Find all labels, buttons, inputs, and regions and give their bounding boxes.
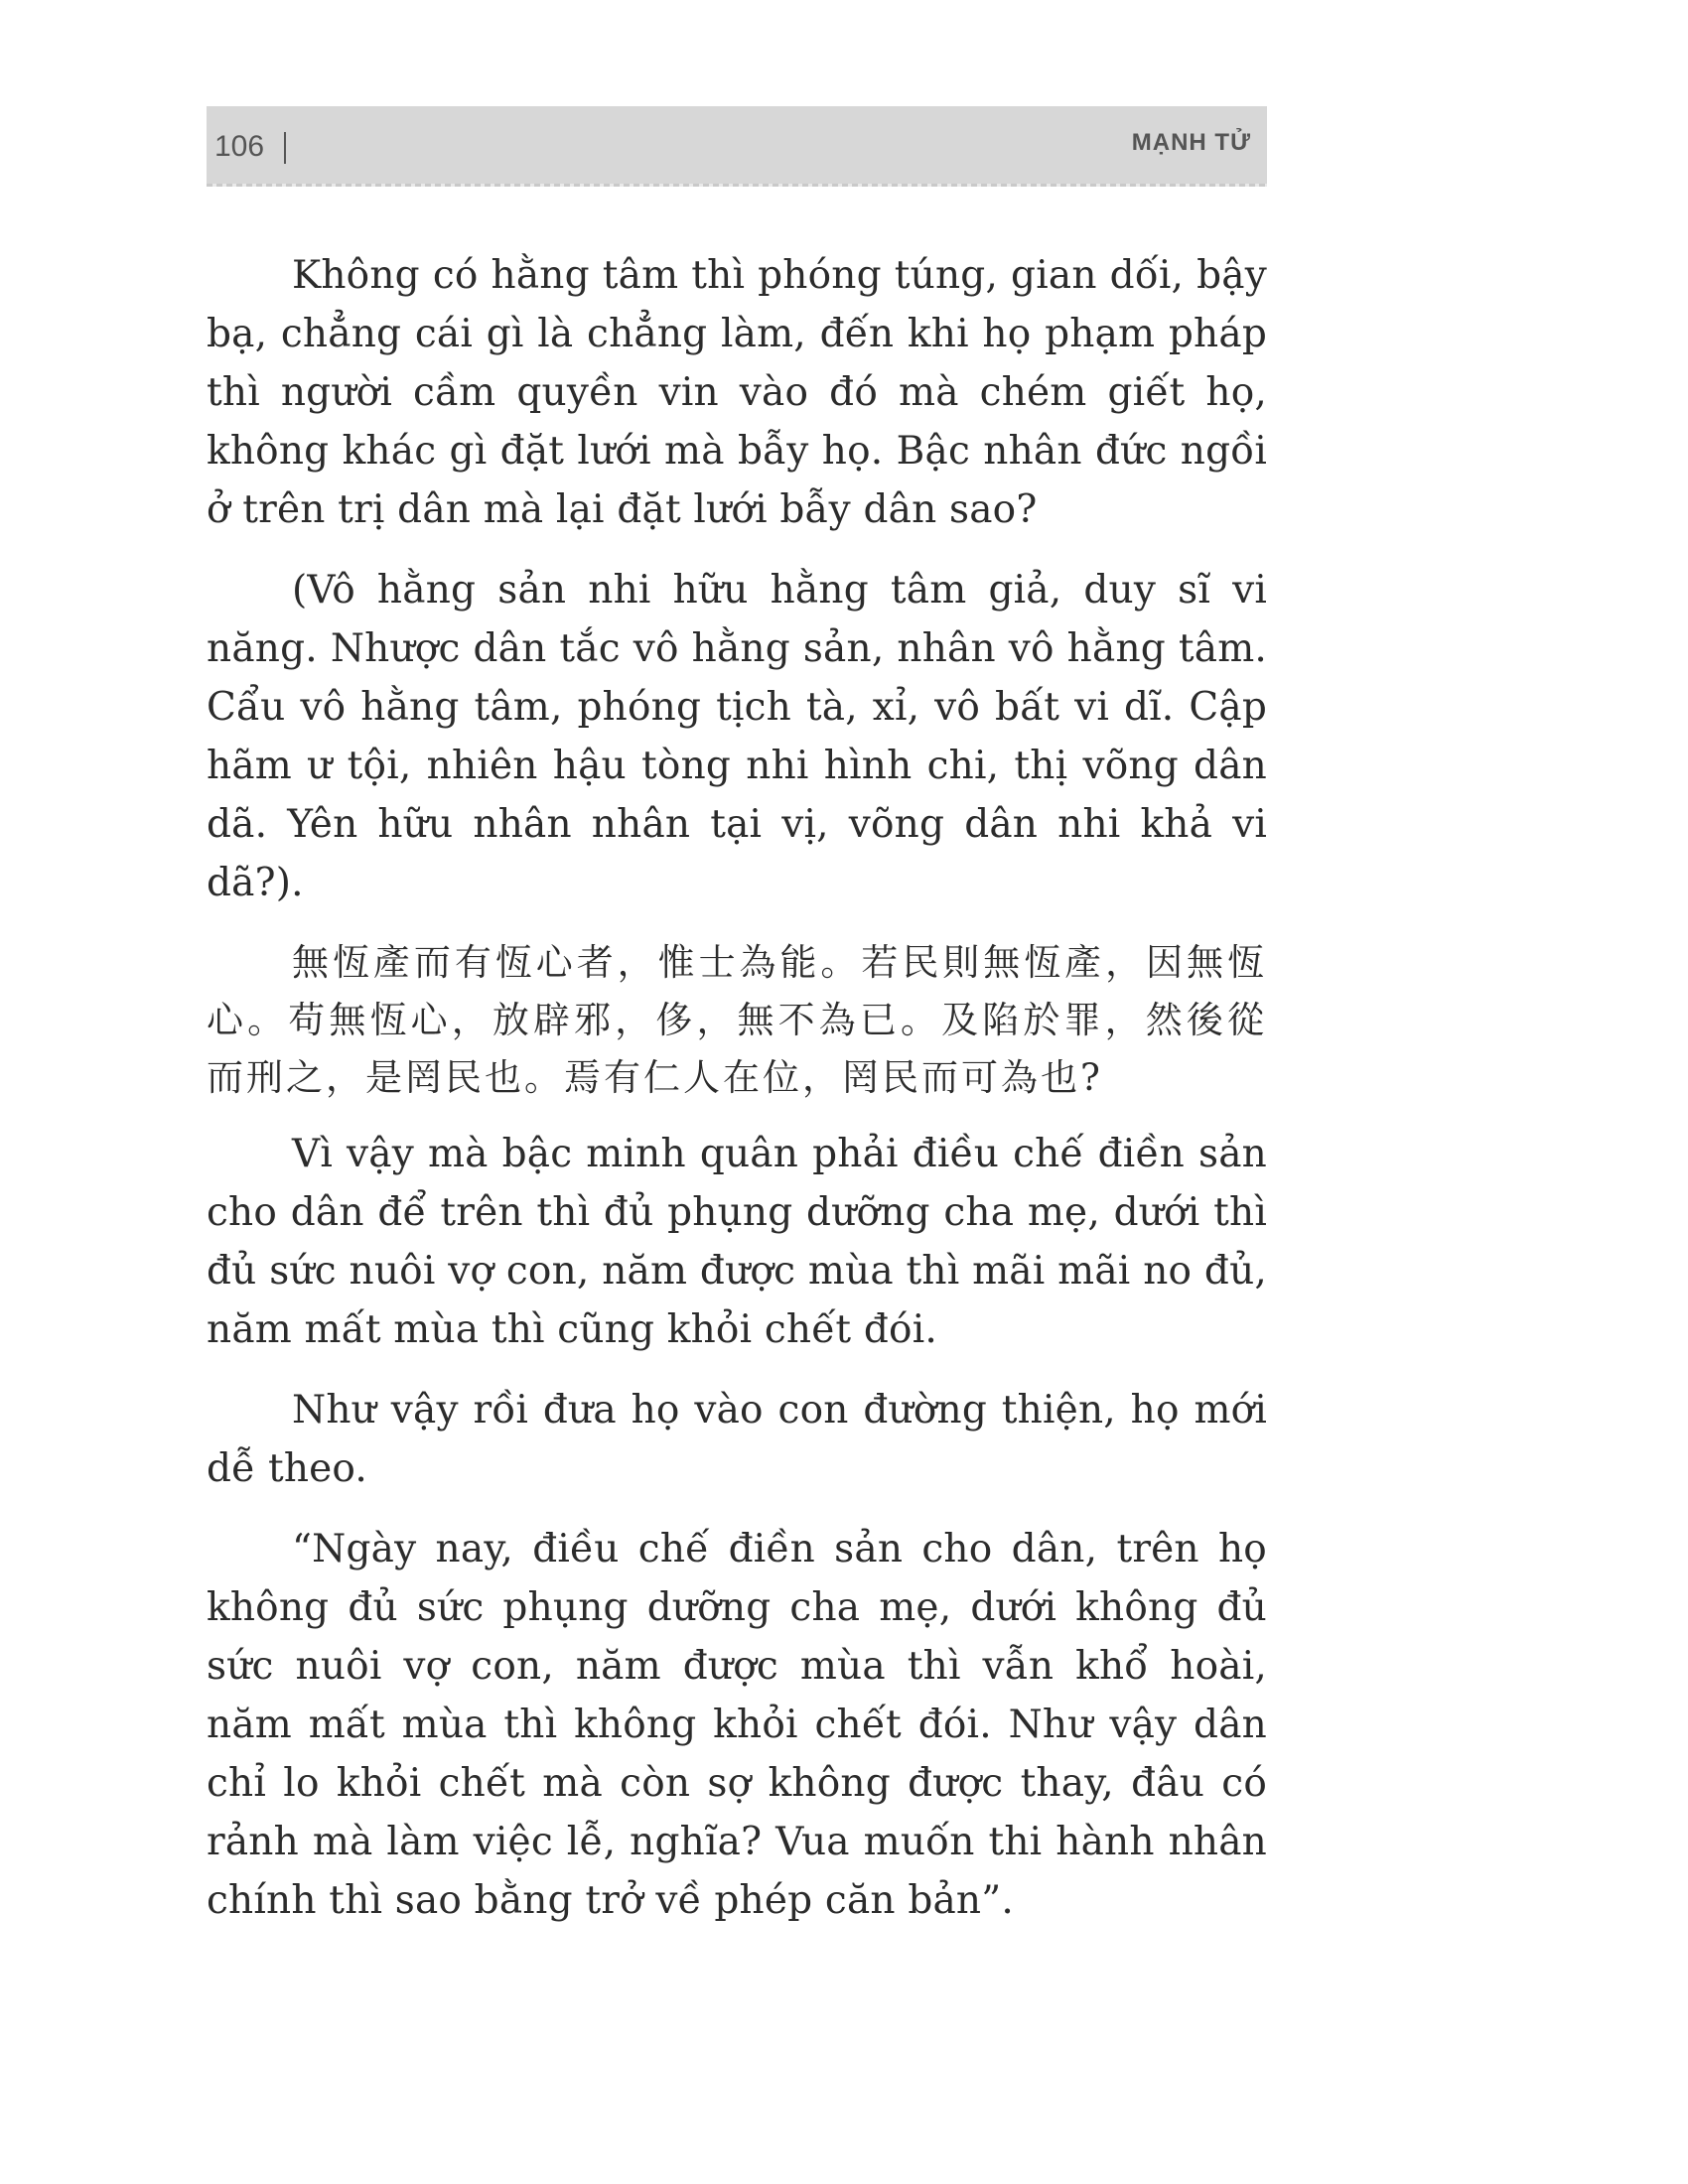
page-number: 106 [214, 130, 265, 163]
paragraph-1: Không có hằng tâm thì phóng túng, gian dối, bậy bạ, chẳng cái gì là chẳng làm, đến khi họ phạm pháp thì người cầm quyền vin vào đó mà chém giết họ, không khác gì đặt lưới mà bẫy họ. Bậc nhân đức ngồi ở trên trị dân mà lại đặt lưới bẫy dân sao? [207, 253, 1267, 532]
paragraph-2-transliteration: (Vô hằng sản nhi hữu hằng tâm giả, duy sĩ vi năng. Nhược dân tắc vô hằng sản, nhân vô hằng tâm. Cẩu vô hằng tâm, phóng tịch tà, xỉ, vô bất vi dĩ. Cập hãm ư tội, nhiên hậu tòng nhi hình chi, thị võng dân dã. Yên hữu nhân nhân tại vị, võng dân nhi khả vi dã?). [207, 568, 1267, 905]
paragraph-3-chinese-original: 無恆產而有恆心者，惟士為能。若民則無恆產，因無恆心。苟無恆心，放辟邪，侈，無不為已。及陷於罪，然後從而刑之，是罔民也。焉有仁人在位，罔民而可為也? [207, 941, 1267, 1099]
book-title: MẠNH TỬ [1131, 129, 1251, 156]
paragraph-5: Như vậy rồi đưa họ vào con đường thiện, họ mới dễ theo. [207, 1388, 1267, 1491]
running-header [207, 106, 1267, 184]
paragraph-6-quote: “Ngày nay, điều chế điền sản cho dân, trên họ không đủ sức phụng dưỡng cha mẹ, dưới không đủ sức nuôi vợ con, năm được mùa thì vẫn khổ hoài, năm mất mùa thì không khỏi chết đói. Như vậy dân chỉ lo khỏi chết mà còn sợ không được thay, đâu có rảnh mà làm việc lễ, nghĩa? Vua muốn thi hành nhân chính thì sao bằng trở về phép căn bản”. [207, 1527, 1267, 1923]
page-body [207, 246, 1267, 1952]
paragraph-4: Vì vậy mà bậc minh quân phải điều chế điền sản cho dân để trên thì đủ phụng dưỡng cha mẹ, dưới thì đủ sức nuôi vợ con, năm được mùa thì mãi mãi no đủ, năm mất mùa thì cũng khỏi chết đói. [207, 1132, 1267, 1352]
header-divider [284, 132, 286, 164]
